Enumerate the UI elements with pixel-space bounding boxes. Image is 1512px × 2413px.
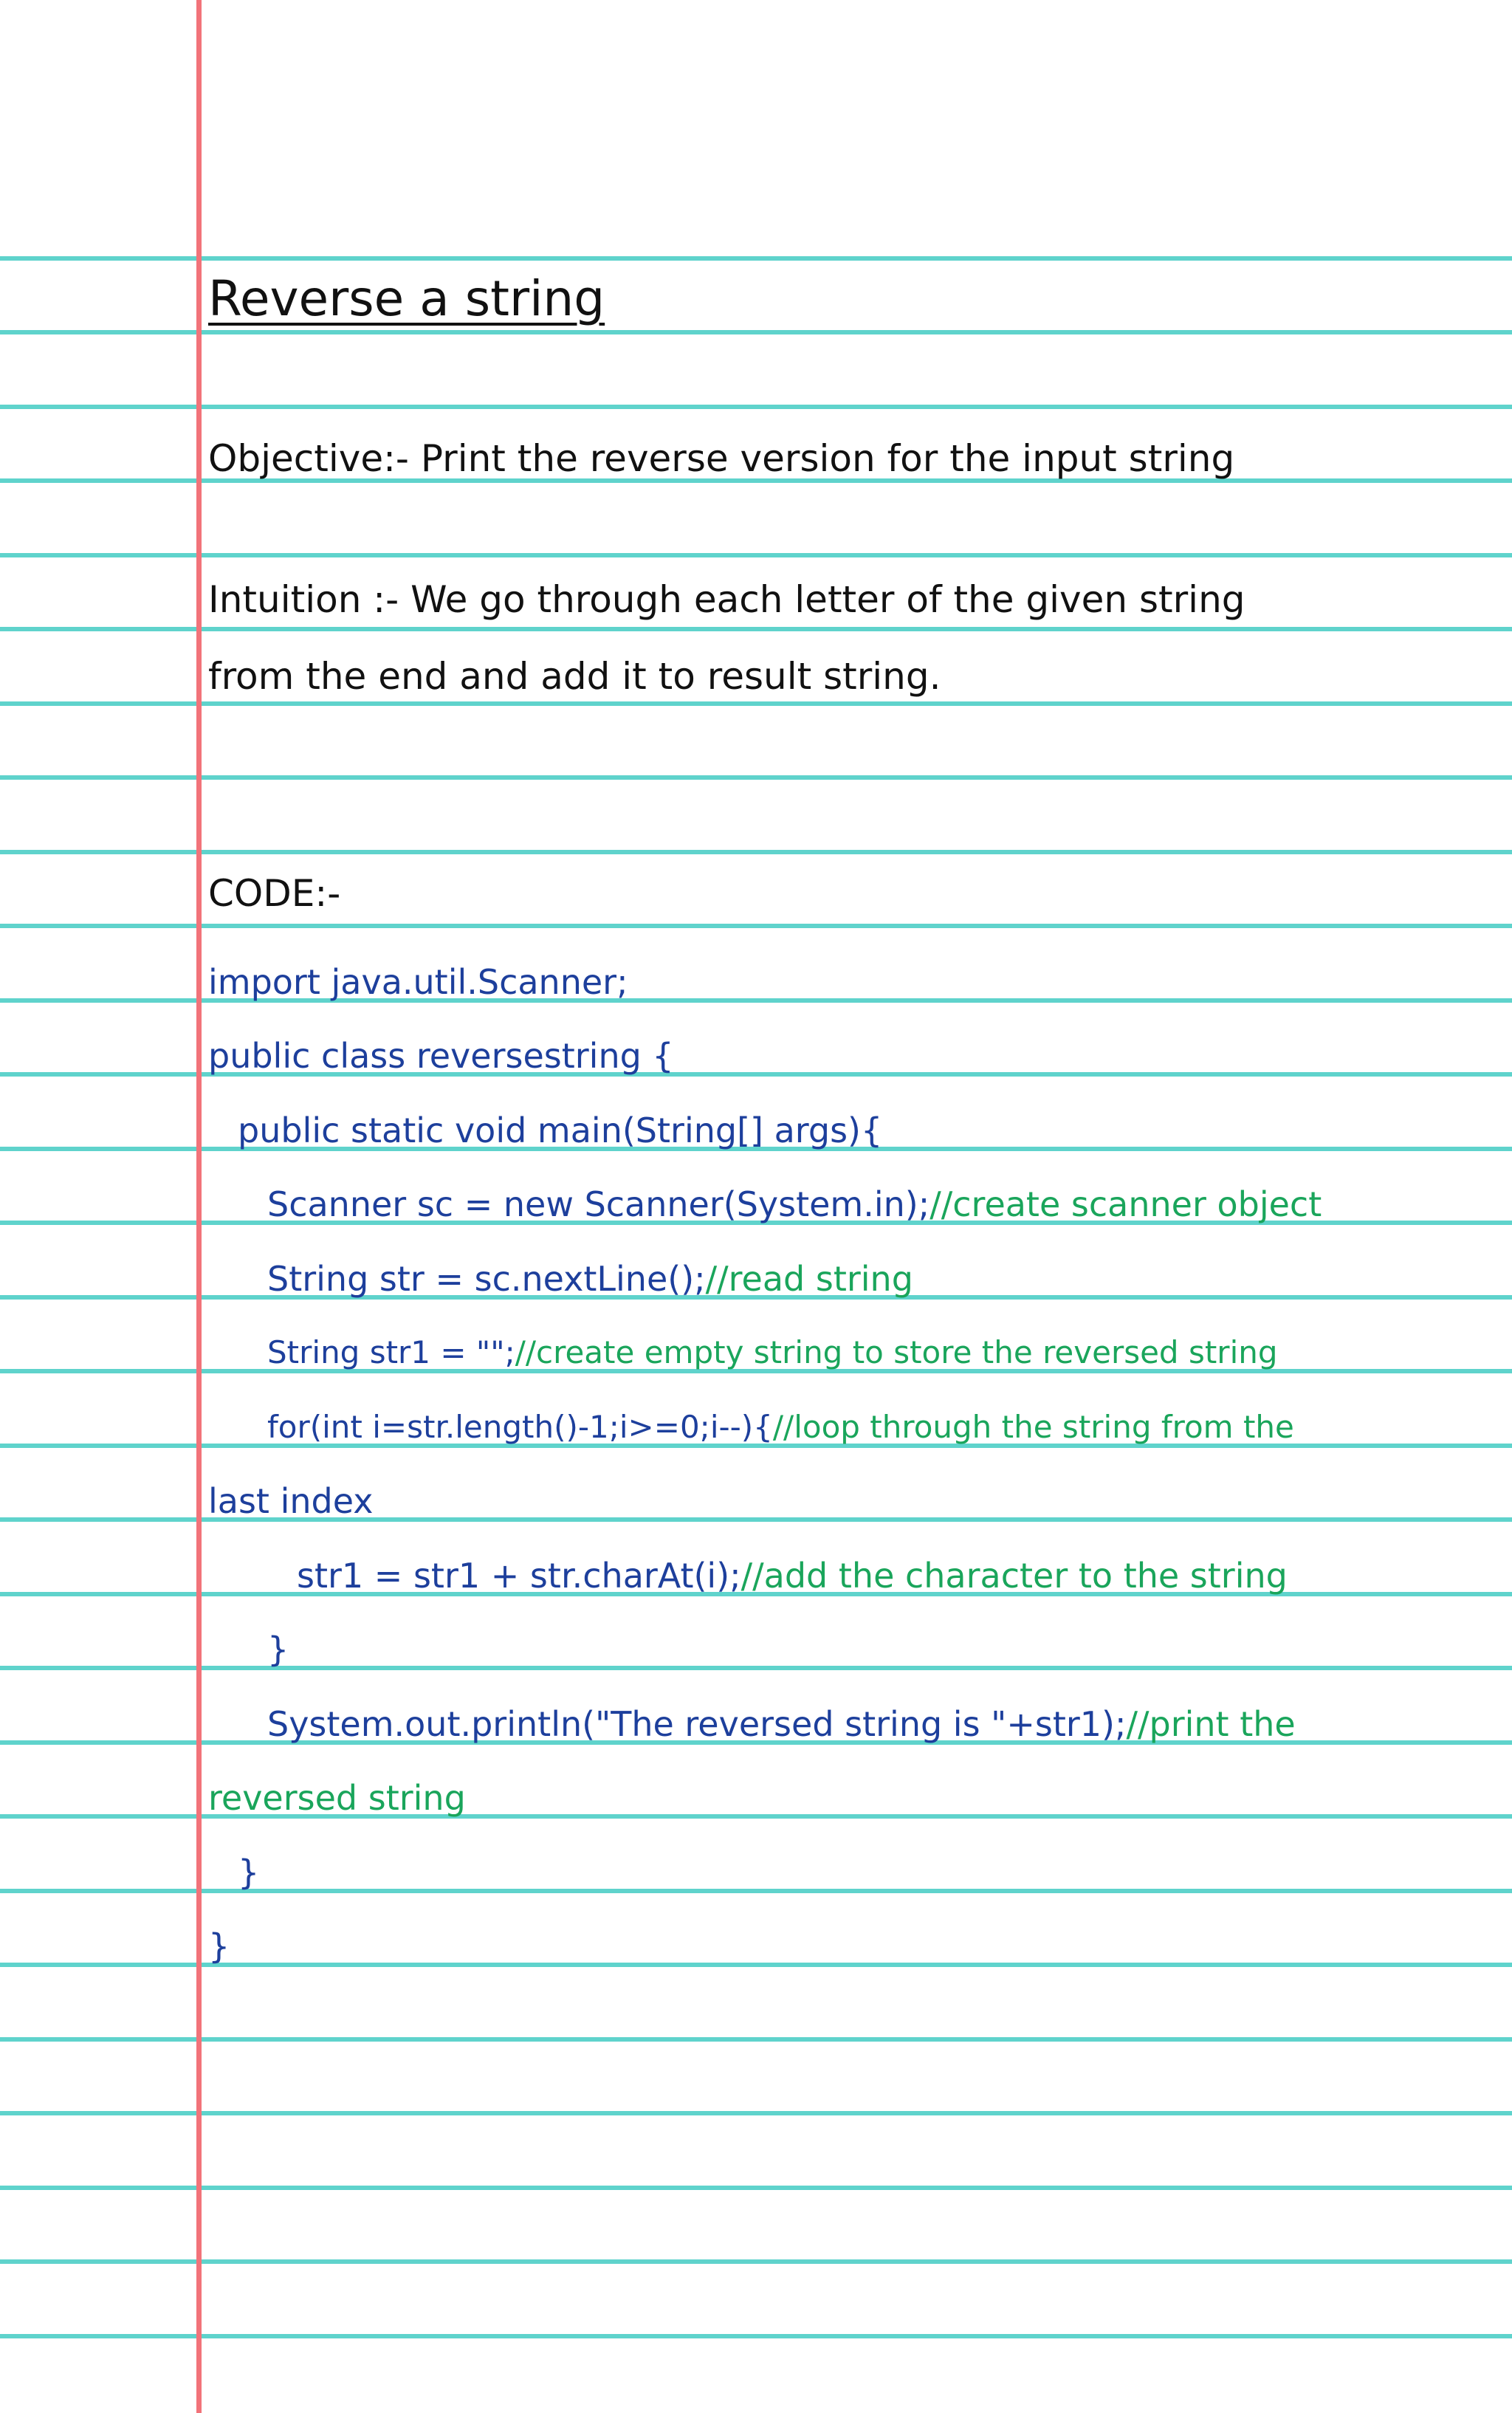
code-line — [208, 960, 628, 1004]
code-text: } — [238, 1853, 260, 1892]
ruled-line — [0, 1889, 1512, 1893]
code-text: Scanner sc = new Scanner(System.in); — [267, 1184, 930, 1224]
code-line — [267, 1257, 913, 1301]
code-comment: //add the character to the string — [740, 1556, 1288, 1596]
code-text: last index — [208, 1481, 374, 1521]
intuition-line-2: from the end and add it to result string. — [208, 655, 941, 698]
ruled-line — [0, 850, 1512, 854]
code-line — [267, 1405, 1294, 1449]
code-comment: reversed string — [208, 1778, 466, 1818]
ruled-line — [0, 627, 1512, 631]
ruled-line — [0, 2037, 1512, 2042]
code-line — [267, 1702, 1296, 1746]
ruled-line — [0, 2186, 1512, 2190]
code-text: import java.util.Scanner; — [208, 962, 628, 1002]
ruled-line — [0, 2111, 1512, 2115]
ruled-line — [0, 2259, 1512, 2264]
code-line — [208, 1479, 373, 1523]
code-line — [208, 1776, 466, 1820]
ruled-line — [0, 330, 1512, 334]
ruled-line — [0, 924, 1512, 928]
code-line — [208, 1034, 674, 1078]
code-line — [267, 1627, 289, 1672]
ruled-line — [0, 256, 1512, 261]
code-line — [238, 1108, 882, 1153]
code-line — [208, 1924, 230, 1968]
ruled-line — [0, 553, 1512, 557]
code-comment: //loop through the string from the — [772, 1409, 1294, 1445]
code-comment: //create scanner object — [929, 1184, 1322, 1224]
code-text: String str = sc.nextLine(); — [267, 1259, 706, 1299]
code-text: str1 = str1 + str.charAt(i); — [297, 1556, 741, 1596]
code-line — [267, 1331, 1278, 1375]
code-text: } — [208, 1926, 230, 1966]
objective-text: Objective:- Print the reverse version for the input string — [208, 437, 1235, 480]
code-text: System.out.println("The reversed string is "+str1); — [267, 1704, 1127, 1744]
code-text: String str1 = ""; — [267, 1334, 515, 1370]
code-line — [267, 1182, 1322, 1226]
intuition-line-1: Intuition :- We go through each letter of the given string — [208, 578, 1245, 621]
code-heading: CODE:- — [208, 872, 341, 915]
ruled-line — [0, 775, 1512, 780]
code-line — [238, 1850, 259, 1895]
ruled-line — [0, 701, 1512, 706]
code-text: } — [267, 1630, 289, 1669]
ruled-line — [0, 1666, 1512, 1670]
margin-line — [196, 0, 202, 2413]
code-comment: //read string — [705, 1259, 913, 1299]
code-comment: //print the — [1126, 1704, 1296, 1744]
code-line — [297, 1554, 1288, 1598]
page-title: Reverse a string — [208, 270, 605, 327]
code-text: public static void main(String[] args){ — [238, 1111, 883, 1150]
code-comment: //create empty string to store the reversed string — [515, 1334, 1278, 1370]
ruled-line — [0, 2334, 1512, 2338]
code-text: for(int i=str.length()-1;i>=0;i--){ — [267, 1409, 773, 1445]
code-text: public class reversestring { — [208, 1036, 674, 1076]
ruled-line — [0, 405, 1512, 409]
